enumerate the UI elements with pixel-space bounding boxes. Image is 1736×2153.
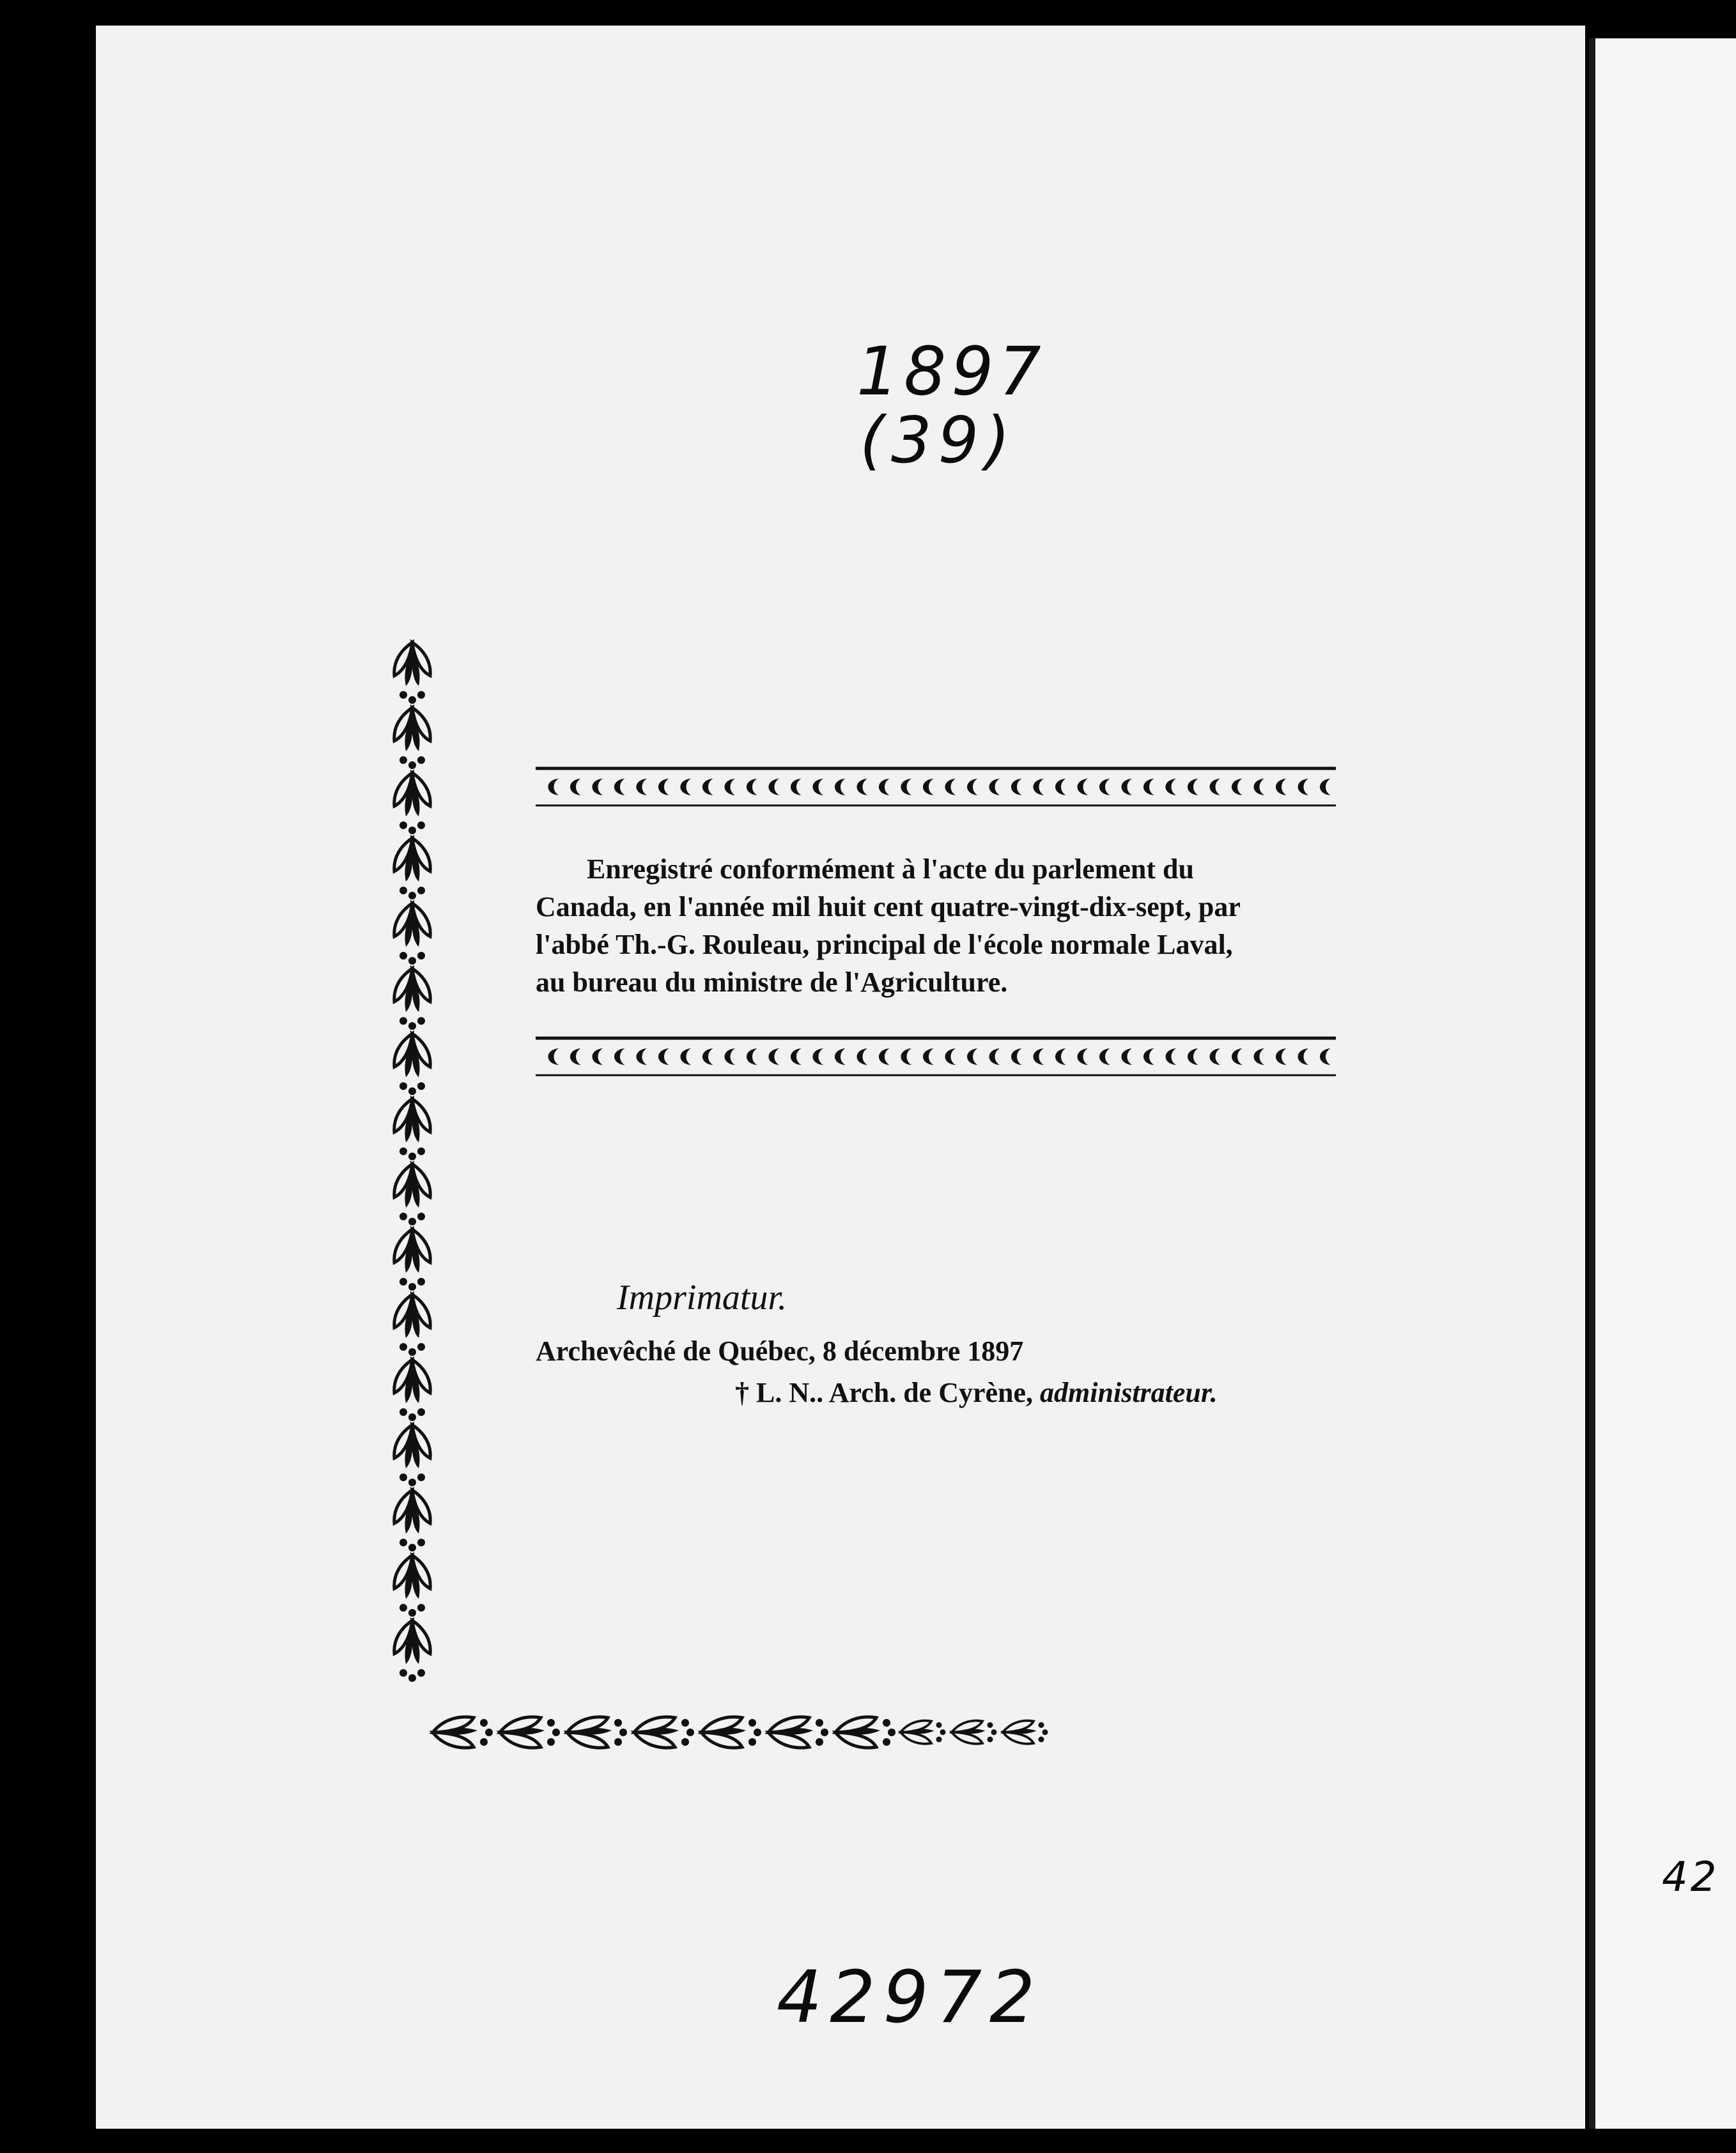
chain-ornament-link: [989, 779, 1000, 795]
handwritten-year: 1897: [856, 332, 1046, 410]
laurel-leaf-ornament: [901, 1721, 946, 1744]
chain-ornament-link: [1078, 1048, 1089, 1065]
chain-ornament-link: [791, 1048, 802, 1065]
handwritten-accession-number: 42972: [777, 1956, 1043, 2039]
chain-ornament-link: [1166, 1048, 1177, 1065]
laurel-leaf-ornament: [634, 1717, 694, 1748]
chain-ornament-link: [813, 779, 824, 795]
chain-ornament-link: [1320, 1048, 1331, 1065]
chain-ornament-link: [1143, 779, 1154, 795]
chain-ornament-link: [1232, 779, 1243, 795]
chain-ornament-link: [1078, 779, 1089, 795]
chain-ornament-link: [1276, 1048, 1287, 1065]
chain-ornament-link: [593, 1048, 603, 1065]
registration-line-3: l'abbé Th.-G. Rouleau, principal de l'école normale Laval,: [536, 929, 1233, 960]
laurel-leaf-ornament: [394, 1360, 430, 1421]
imprimatur-heading: Imprimatur.: [617, 1278, 787, 1317]
chain-ornament-link: [548, 1048, 559, 1065]
laurel-leaf-ornament: [394, 773, 430, 834]
ornamental-rule-bottom: [536, 1036, 1336, 1078]
chain-ornament-link: [658, 1048, 669, 1065]
chain-ornament-link: [1188, 779, 1198, 795]
chain-ornament-link: [923, 1048, 934, 1065]
chain-ornament-link: [945, 1048, 956, 1065]
laurel-leaf-ornament: [394, 1229, 430, 1291]
chain-ornament-link: [570, 1048, 581, 1065]
chain-ornament-link: [1122, 1048, 1133, 1065]
registration-line-1: Enregistré conformément à l'acte du parlement du: [587, 853, 1194, 885]
chain-ornament-link: [1122, 779, 1133, 795]
laurel-leaf-ornament: [701, 1717, 761, 1748]
laurel-leaf-ornament: [394, 1294, 430, 1356]
chain-ornament-link: [1298, 1048, 1309, 1065]
chain-ornament-link: [1276, 779, 1287, 795]
registration-line-4: au bureau du ministre de l'Agriculture.: [536, 967, 1008, 998]
chain-ornament-link: [593, 779, 603, 795]
chain-ornament-link: [1320, 779, 1331, 795]
imprimatur-place-date: Archevêché de Québec, 8 décembre 1897: [536, 1335, 1024, 1367]
chain-ornament-link: [548, 779, 559, 795]
chain-ornament-link: [1232, 1048, 1243, 1065]
chain-ornament-link: [901, 1048, 912, 1065]
chain-ornament-link: [637, 779, 647, 795]
chain-ornament-link: [857, 1048, 868, 1065]
laurel-leaf-ornament: [394, 968, 430, 1030]
chain-ornament-link: [835, 779, 846, 795]
chain-ornament-link: [637, 1048, 647, 1065]
chain-ornament-link: [769, 779, 780, 795]
chain-ornament-link: [1143, 1048, 1154, 1065]
chain-ornament-link: [725, 779, 736, 795]
chain-ornament-link: [747, 1048, 757, 1065]
laurel-leaf-ornament: [394, 1621, 430, 1682]
chain-ornament-link: [791, 779, 802, 795]
registration-notice: [536, 850, 1336, 1001]
chain-ornament-link: [1166, 779, 1177, 795]
chain-ornament-link: [1011, 779, 1022, 795]
chain-ornament-link: [857, 779, 868, 795]
chain-ornament-link: [1099, 1048, 1110, 1065]
laurel-border-horizontal: [374, 1691, 1051, 1774]
chain-ornament-link: [1034, 1048, 1044, 1065]
laurel-leaf-ornament: [394, 903, 430, 965]
laurel-leaf-ornament: [394, 708, 430, 769]
chain-ornament-link: [570, 779, 581, 795]
laurel-leaf-ornament: [394, 1490, 430, 1551]
laurel-leaf-ornament: [768, 1717, 828, 1748]
signature-role: administrateur.: [1040, 1377, 1218, 1408]
chain-ornament-link: [1210, 779, 1221, 795]
chain-ornament-link: [1055, 779, 1066, 795]
chain-ornament-link: [769, 1048, 780, 1065]
laurel-leaf-ornament: [394, 1099, 430, 1160]
chain-ornament-link: [1055, 1048, 1066, 1065]
adjacent-page-edge: [1589, 38, 1736, 2129]
chain-ornament-link: [1188, 1048, 1198, 1065]
imprimatur-signature: [735, 1376, 1218, 1409]
chain-ornament-link: [614, 1048, 625, 1065]
laurel-leaf-ornament: [835, 1717, 895, 1748]
chain-ornament-link: [702, 1048, 713, 1065]
chain-ornament-link: [989, 1048, 1000, 1065]
signature-name: † L. N.. Arch. de Cyrène,: [735, 1377, 1034, 1408]
chain-ornament-link: [1298, 779, 1309, 795]
chain-ornament-link: [1011, 1048, 1022, 1065]
chain-ornament-link: [725, 1048, 736, 1065]
chain-ornament-link: [1034, 779, 1044, 795]
chain-ornament-link: [1254, 1048, 1265, 1065]
chain-ornament-link: [614, 779, 625, 795]
chain-ornament-link: [923, 779, 934, 795]
laurel-leaf-ornament: [394, 1555, 430, 1617]
chain-ornament-link: [813, 1048, 824, 1065]
laurel-leaf-ornament: [567, 1717, 627, 1748]
chain-ornament-link: [835, 1048, 846, 1065]
laurel-leaf-ornament: [394, 1164, 430, 1225]
chain-ornament-link: [945, 779, 956, 795]
chain-ornament-link: [681, 1048, 692, 1065]
chain-ornament-link: [747, 779, 757, 795]
laurel-leaf-ornament: [1003, 1721, 1048, 1744]
chain-ornament-link: [681, 779, 692, 795]
ornamental-rule-top: [536, 766, 1336, 808]
laurel-leaf-ornament: [500, 1717, 560, 1748]
chain-ornament-link: [967, 1048, 978, 1065]
laurel-leaf-ornament: [433, 1717, 493, 1748]
laurel-leaf-ornament: [394, 838, 430, 899]
laurel-leaf-ornament: [952, 1721, 997, 1744]
laurel-leaf-ornament: [394, 1425, 430, 1486]
registration-line-2: Canada, en l'année mil huit cent quatre-vingt-dix-sept, par: [536, 891, 1241, 922]
chain-ornament-link: [658, 779, 669, 795]
chain-ornament-link: [1099, 779, 1110, 795]
chain-ornament-link: [1210, 1048, 1221, 1065]
handwritten-number: (39): [860, 403, 1017, 478]
laurel-border-vertical: [374, 636, 451, 1793]
chain-ornament-link: [967, 779, 978, 795]
laurel-leaf-ornament: [394, 1034, 430, 1095]
chain-ornament-link: [702, 779, 713, 795]
handwritten-margin-note: 42: [1662, 1854, 1719, 1901]
laurel-leaf-ornament: [394, 642, 430, 704]
chain-ornament-link: [879, 779, 890, 795]
chain-ornament-link: [1254, 779, 1265, 795]
chain-ornament-link: [879, 1048, 890, 1065]
chain-ornament-link: [901, 779, 912, 795]
